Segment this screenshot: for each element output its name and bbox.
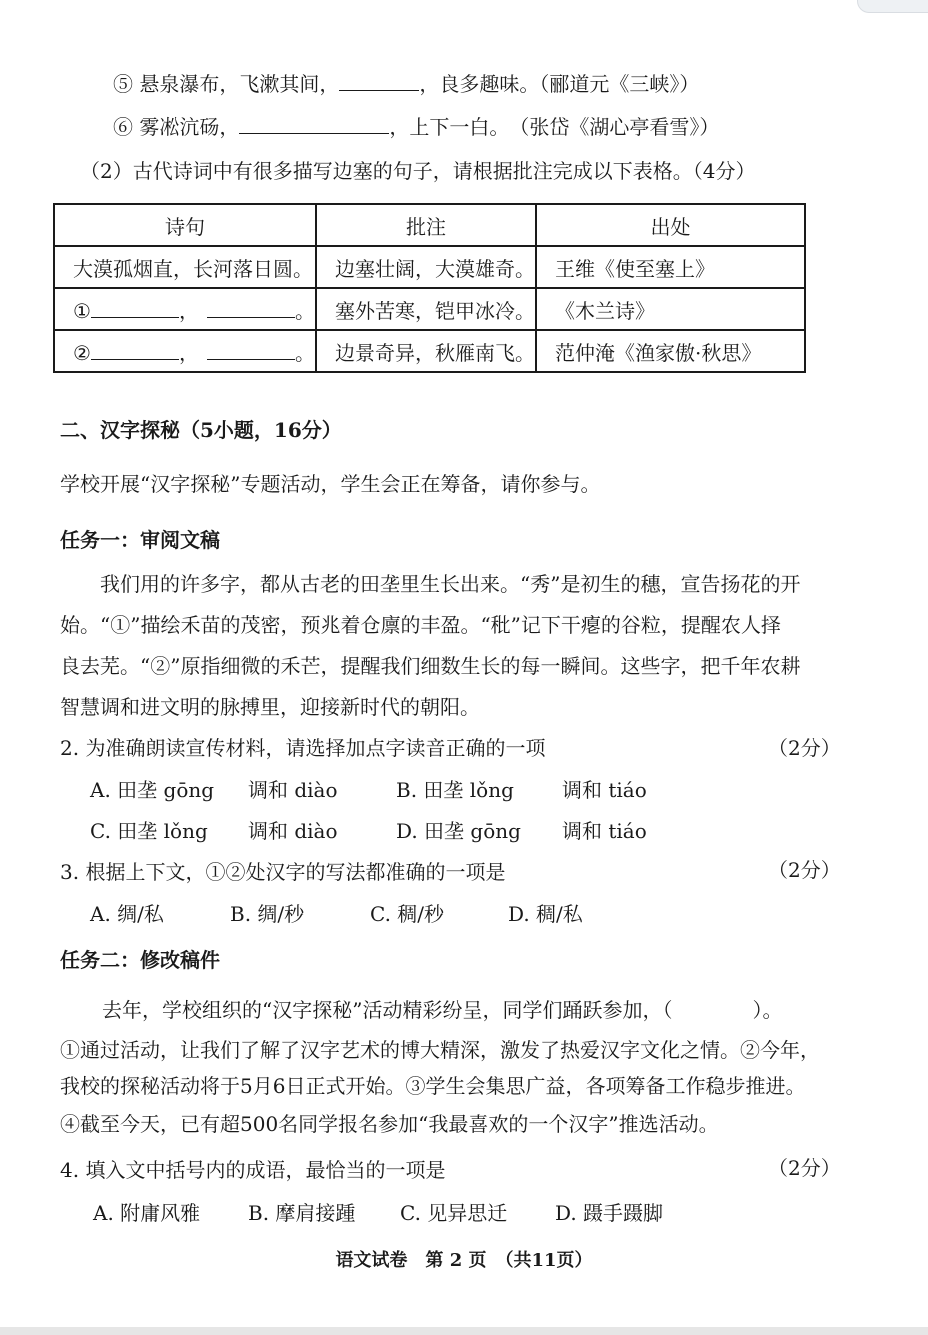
- q3-option-c[interactable]: C. 稠/秒: [370, 902, 445, 926]
- table-header: 出处: [536, 204, 805, 246]
- q3-option-b[interactable]: B. 绸/秒: [230, 902, 305, 926]
- q2-option-b-word2: 调和 tiáo: [562, 778, 647, 802]
- q4-option-d[interactable]: D. 蹑手蹑脚: [555, 1201, 664, 1225]
- q4-option-a[interactable]: A. 附庸风雅: [93, 1201, 201, 1225]
- verse-blank[interactable]: [91, 297, 179, 318]
- verse-mark: ①: [73, 298, 91, 323]
- passage1-line: 始。“①”描绘禾苗的茂密，预兆着仓廪的丰盈。“秕”记下干瘪的谷粒，提醒农人择: [60, 613, 781, 637]
- section-heading: 二、汉字探秘（5小题，16分）: [60, 418, 342, 442]
- q2-option-d-word[interactable]: D. 田垄 gōng: [396, 819, 521, 843]
- fill-line-5-prefix: ⑤ 悬泉瀑布，飞漱其间，: [113, 72, 340, 96]
- passage1-line: 良去芜。“②”原指细微的禾芒，提醒我们细数生长的每一瞬间。这些字，把千年农耕: [60, 654, 801, 678]
- passage1-line: 智慧调和进文明的脉搏里，迎接新时代的朝阳。: [60, 695, 480, 719]
- q4-option-b[interactable]: B. 摩肩接踵: [248, 1201, 356, 1225]
- source-cell: 王维《使至塞上》: [536, 246, 805, 288]
- verse-blank[interactable]: [207, 297, 295, 318]
- fill-line-5-suffix: ，良多趣味。（郦道元《三峡》）: [419, 72, 700, 96]
- question-4: 4. 填入文中括号内的成语，最恰当的一项是: [60, 1158, 446, 1182]
- passage2-line: 去年，学校组织的“汉字探秘”活动精彩纷呈，同学们踊跃参加，（ ）。: [102, 998, 783, 1022]
- passage2-line: ①通过活动，让我们了解了汉字艺术的博大精深，激发了热爱汉字文化之情。②今年，: [60, 1038, 820, 1062]
- page-footer: 语文试卷 第 2 页 （共11页）: [335, 1250, 593, 1271]
- verse-sep: ，: [178, 340, 199, 365]
- question-1-2: （2）古代诗词中有很多描写边塞的句子，请根据批注完成以下表格。（4分）: [80, 159, 756, 183]
- table-header: 批注: [316, 204, 536, 246]
- task2-title: 任务二：修改稿件: [60, 948, 220, 972]
- note-cell: 边景奇异，秋雁南飞。: [316, 330, 536, 372]
- question-3-score: （2分）: [768, 858, 841, 882]
- table-header-row: [54, 204, 805, 246]
- table-row: [54, 330, 805, 372]
- fill-line-6: [113, 113, 719, 141]
- fill-line-5: [113, 70, 699, 98]
- fill-blank-5[interactable]: [339, 70, 419, 91]
- verse-end: 。: [294, 340, 315, 365]
- verse-sep: ，: [178, 298, 199, 323]
- q4-option-c[interactable]: C. 见异思迁: [400, 1201, 508, 1225]
- frontier-poem-table: [53, 203, 806, 373]
- verse-blank[interactable]: [91, 339, 179, 360]
- task1-title: 任务一：审阅文稿: [60, 528, 220, 552]
- q2-option-d-word2: 调和 tiáo: [562, 819, 647, 843]
- source-cell: 范仲淹《渔家傲·秋思》: [536, 330, 805, 372]
- table-header: 诗句: [54, 204, 316, 246]
- q2-option-b-word[interactable]: B. 田垄 lǒng: [396, 778, 514, 802]
- section-intro: 学校开展“汉字探秘”专题活动，学生会正在筹备，请你参与。: [60, 472, 601, 496]
- passage2-line: ④截至今天，已有超500名同学报名参加“我最喜欢的一个汉字”推选活动。: [60, 1112, 719, 1136]
- verse-cell: 大漠孤烟直，长河落日圆。: [54, 246, 316, 288]
- source-cell: 《木兰诗》: [536, 288, 805, 330]
- question-3: 3. 根据上下文，①②处汉字的写法都准确的一项是: [60, 860, 506, 884]
- question-4-score: （2分）: [768, 1156, 841, 1180]
- corner-tab: [857, 0, 928, 13]
- q2-option-c-word2: 调和 diào: [248, 819, 338, 843]
- q3-option-a[interactable]: A. 绸/私: [90, 902, 164, 926]
- table-row: [54, 288, 805, 330]
- table-row: [54, 246, 805, 288]
- bottom-edge: [0, 1327, 928, 1335]
- fill-blank-6[interactable]: [239, 113, 389, 134]
- passage1-line: 我们用的许多字，都从古老的田垄里生长出来。“秀”是初生的穗，宣告扬花的开: [100, 572, 801, 596]
- q2-option-c-word[interactable]: C. 田垄 lǒng: [90, 819, 208, 843]
- note-cell: 塞外苦寒，铠甲冰冷。: [316, 288, 536, 330]
- question-2: 2. 为准确朗读宣传材料，请选择加点字读音正确的一项: [60, 736, 546, 760]
- fill-line-6-prefix: ⑥ 雾凇沆砀，: [113, 115, 240, 139]
- note-cell: 边塞壮阔，大漠雄奇。: [316, 246, 536, 288]
- q3-option-d[interactable]: D. 稠/私: [508, 902, 583, 926]
- verse-mark: ②: [73, 340, 91, 365]
- q2-option-a-word[interactable]: A. 田垄 gōng: [90, 778, 215, 802]
- verse-cell: [54, 330, 316, 372]
- verse-cell: [54, 288, 316, 330]
- q2-option-a-word2: 调和 diào: [248, 778, 338, 802]
- verse-blank[interactable]: [207, 339, 295, 360]
- verse-end: 。: [294, 298, 315, 323]
- question-2-score: （2分）: [768, 736, 841, 760]
- passage2-line: 我校的探秘活动将于5月6日正式开始。③学生会集思广益，各项筹备工作稳步推进。: [60, 1074, 806, 1098]
- fill-line-6-suffix: ，上下一白。 （张岱《湖心亭看雪》）: [389, 115, 720, 139]
